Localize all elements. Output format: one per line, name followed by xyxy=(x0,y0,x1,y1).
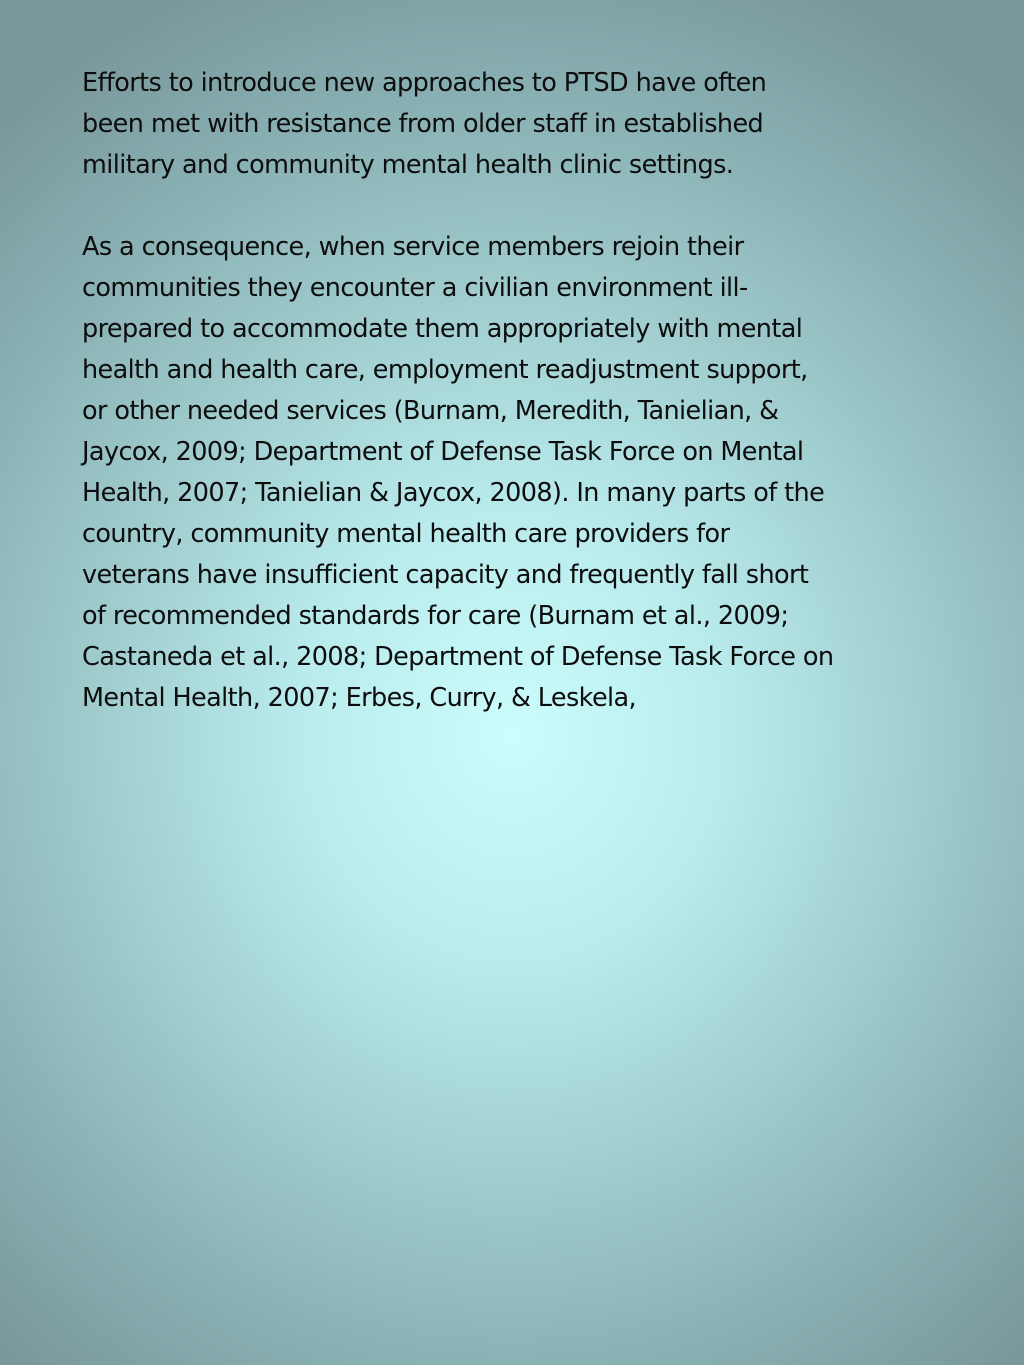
text-line: Castaneda et al., 2008; Department of Defense Task Force on xyxy=(82,642,834,672)
text-line: of recommended standards for care (Burnam et al., 2009; xyxy=(82,601,789,631)
text-line: Jaycox, 2009; Department of Defense Task Force on Mental xyxy=(82,437,804,467)
paragraph-ptsd-resistance xyxy=(82,63,942,186)
text-line: Efforts to introduce new approaches to PTSD have often xyxy=(82,68,767,98)
text-line: prepared to accommodate them appropriately with mental xyxy=(82,314,803,344)
text-line: country, community mental health care providers for xyxy=(82,519,730,549)
text-line: veterans have insufficient capacity and frequently fall short xyxy=(82,560,809,590)
text-line: military and community mental health clinic settings. xyxy=(82,150,734,180)
paragraph-civilian-environment xyxy=(82,227,942,719)
text-line: Mental Health, 2007; Erbes, Curry, & Leskela, xyxy=(82,683,637,713)
text-line: health and health care, employment readjustment support, xyxy=(82,355,808,385)
text-line: or other needed services (Burnam, Meredith, Tanielian, & xyxy=(82,396,779,426)
text-line: been met with resistance from older staff in established xyxy=(82,109,764,139)
slide-body-text xyxy=(82,63,942,719)
text-line: As a consequence, when service members rejoin their xyxy=(82,232,744,262)
text-line: communities they encounter a civilian environment ill- xyxy=(82,273,748,303)
text-line: Health, 2007; Tanielian & Jaycox, 2008). In many parts of the xyxy=(82,478,825,508)
